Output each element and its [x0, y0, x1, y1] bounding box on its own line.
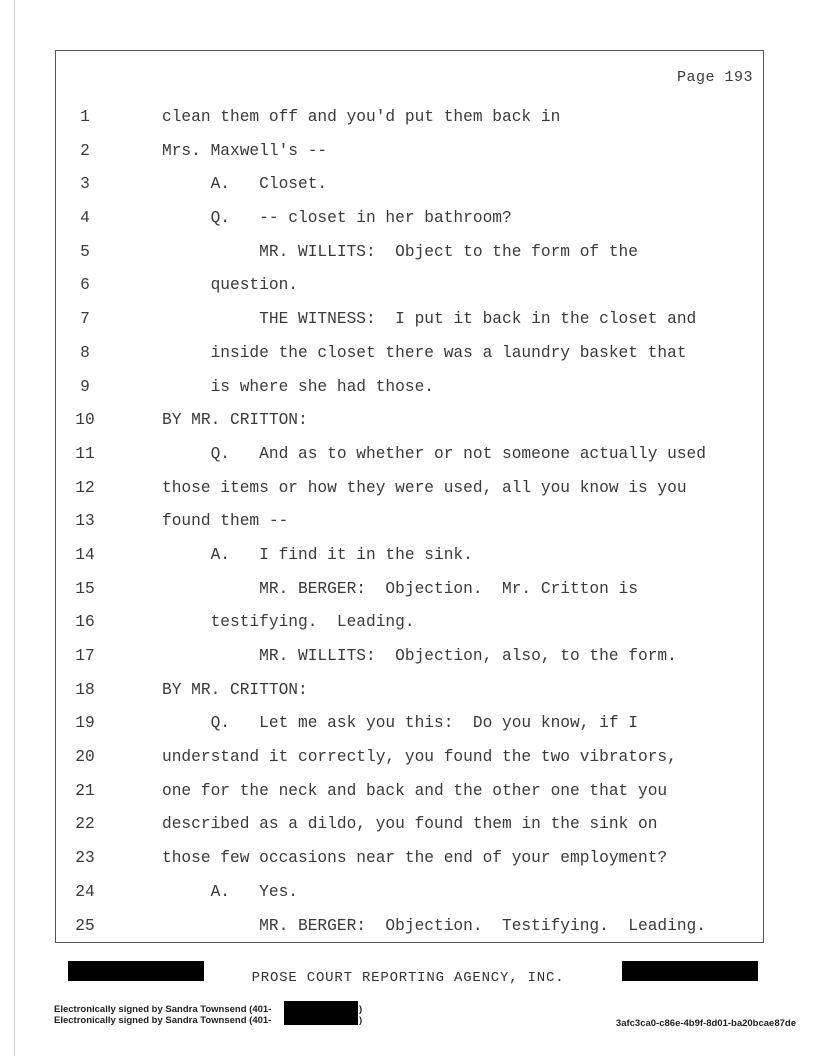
transcript-line	[56, 438, 763, 472]
line-number: 10	[75, 411, 95, 430]
line-text: BY MR. CRITTON:	[162, 411, 308, 430]
line-text: Q. -- closet in her bathroom?	[162, 209, 512, 228]
transcript-lines	[56, 101, 763, 943]
line-number: 5	[80, 242, 90, 261]
line-number: 17	[75, 647, 95, 665]
reporting-agency: PROSE COURT REPORTING AGENCY, INC.	[251, 970, 565, 986]
line-text: those items or how they were used, all you know is you	[162, 478, 687, 497]
transcript-line	[56, 876, 763, 910]
transcript-line	[56, 741, 763, 775]
transcript-line	[56, 168, 763, 202]
transcript-line	[56, 910, 763, 944]
transcript-line	[56, 539, 763, 573]
signature-close-1: )	[359, 1004, 363, 1015]
transcript-line	[56, 337, 763, 371]
line-number: 2	[80, 141, 90, 160]
transcript-line	[56, 404, 763, 438]
line-text: those few occasions near the end of your employment?	[162, 849, 668, 868]
transcript-line	[56, 775, 763, 809]
line-number: 3	[80, 175, 90, 194]
line-number: 11	[75, 444, 95, 463]
line-number: 18	[75, 680, 95, 699]
line-text: A. I find it in the sink.	[162, 545, 473, 564]
redaction-box-right	[622, 961, 758, 981]
line-text: testifying. Leading.	[162, 613, 415, 632]
line-text: MR. WILLITS: Object to the form of the	[162, 242, 638, 261]
margin-rule	[14, 0, 15, 1056]
line-text: is where she had those.	[162, 377, 434, 396]
line-number: 6	[80, 276, 90, 295]
line-number: 21	[75, 781, 95, 800]
redaction-box-signature	[284, 1001, 358, 1025]
line-number: 15	[75, 579, 95, 598]
line-number: 7	[80, 310, 90, 329]
transcript-line	[56, 101, 763, 135]
line-text: Q. And as to whether or not someone actually used	[162, 444, 706, 463]
transcript-line	[56, 640, 763, 674]
transcript-line	[56, 808, 763, 842]
line-text: inside the closet there was a laundry basket that	[162, 343, 687, 362]
transcript-line	[56, 573, 763, 607]
transcript-page	[55, 50, 764, 943]
document-hash: 3afc3ca0-c86e-4b9f-8d01-ba20bcae87de	[615, 1018, 796, 1029]
line-number: 20	[75, 748, 95, 767]
line-text: understand it correctly, you found the two vibrators,	[162, 748, 677, 767]
transcript-line	[56, 135, 763, 169]
line-number: 12	[75, 478, 95, 497]
line-text: question.	[162, 276, 298, 295]
transcript-line	[56, 303, 763, 337]
line-number: 13	[75, 512, 95, 531]
line-text: described as a dildo, you found them in the sink on	[162, 815, 658, 834]
line-text: A. Yes.	[162, 882, 298, 901]
line-text: clean them off and you'd put them back in	[162, 108, 561, 126]
line-number: 22	[75, 815, 95, 834]
transcript-line	[56, 202, 763, 236]
transcript-line	[56, 472, 763, 506]
transcript-line	[56, 707, 763, 741]
line-number: 4	[80, 209, 90, 228]
line-number: 8	[80, 343, 90, 362]
signature-line-1: Electronically signed by Sandra Townsend (401-	[54, 1004, 272, 1015]
transcript-line	[56, 371, 763, 405]
line-number: 24	[75, 882, 95, 901]
line-text: one for the neck and back and the other one that you	[162, 781, 668, 800]
line-text: found them --	[162, 512, 289, 531]
line-number: 19	[75, 714, 95, 733]
line-text: MR. BERGER: Objection. Mr. Critton is	[162, 579, 638, 598]
line-text: MR. WILLITS: Objection, also, to the form.	[162, 647, 677, 665]
line-text: A. Closet.	[162, 175, 328, 194]
transcript-line	[56, 269, 763, 303]
line-number: 16	[75, 613, 95, 632]
line-number: 14	[75, 545, 95, 564]
line-text: Q. Let me ask you this: Do you know, if I	[162, 714, 638, 733]
line-number: 23	[75, 849, 95, 868]
line-text: Mrs. Maxwell's --	[162, 141, 328, 160]
signature-close-2: )	[359, 1015, 363, 1026]
transcript-line	[56, 236, 763, 270]
line-text: THE WITNESS: I put it back in the closet and	[162, 310, 697, 329]
transcript-line	[56, 674, 763, 708]
line-text: BY MR. CRITTON:	[162, 680, 308, 699]
transcript-line	[56, 842, 763, 876]
line-number: 1	[80, 108, 90, 126]
line-number: 9	[80, 377, 90, 396]
line-text: MR. BERGER: Objection. Testifying. Leading.	[162, 916, 706, 935]
signature-line-2: Electronically signed by Sandra Townsend (401-	[54, 1015, 272, 1026]
transcript-line	[56, 505, 763, 539]
line-number: 25	[75, 916, 95, 935]
page-number: Page 193	[676, 69, 753, 86]
transcript-line	[56, 606, 763, 640]
